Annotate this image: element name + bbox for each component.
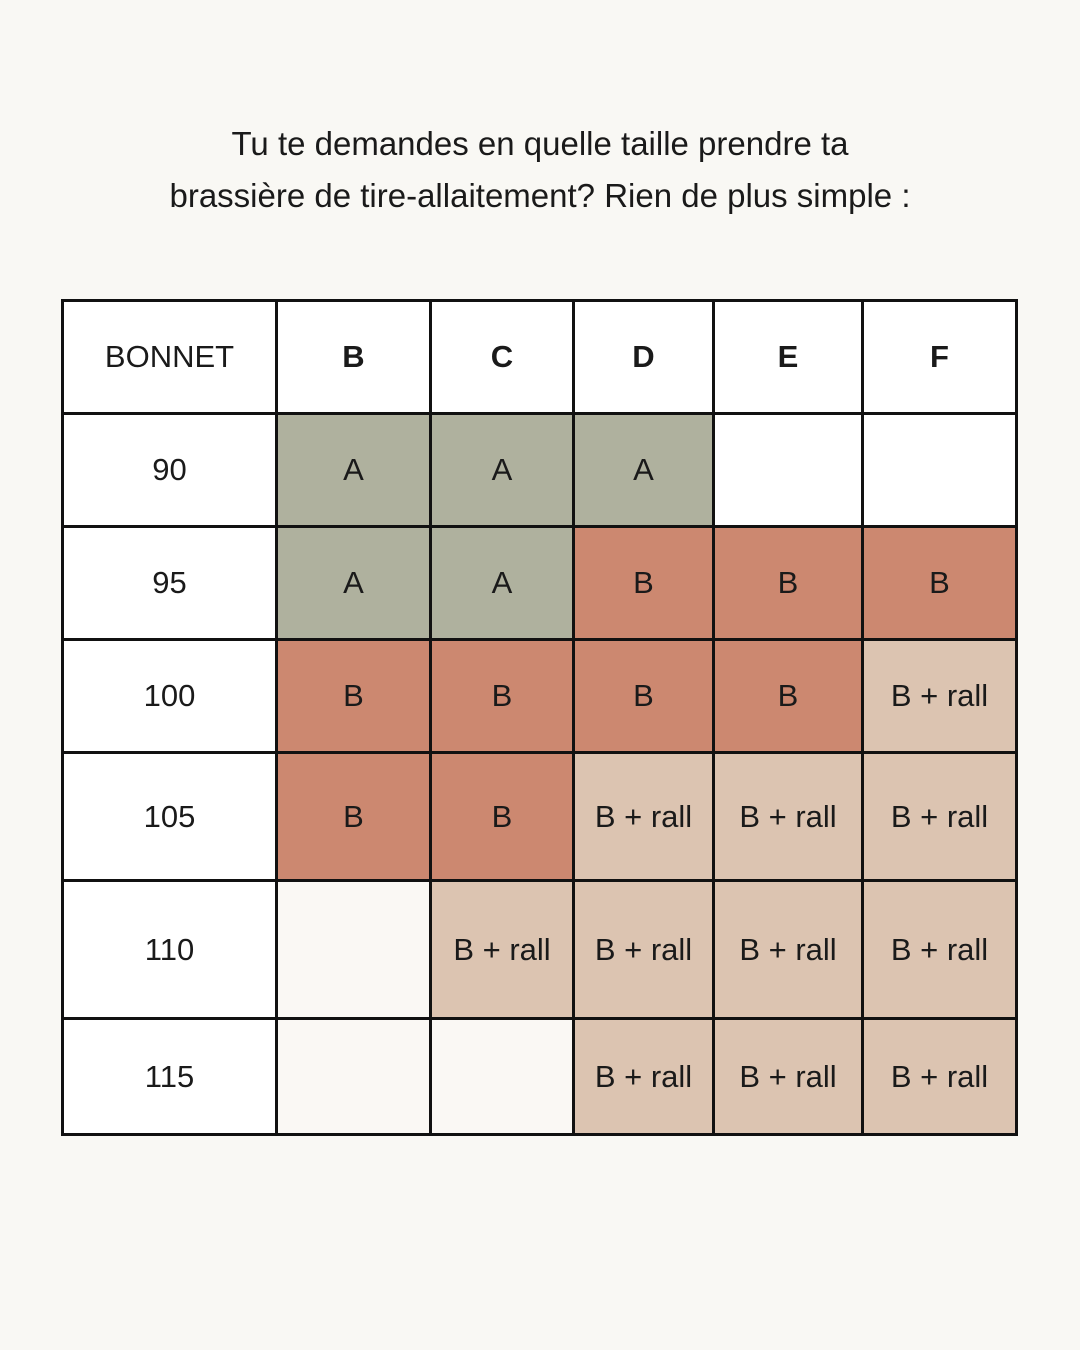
size-cell: A xyxy=(431,414,574,527)
size-cell: B + rall xyxy=(431,881,574,1019)
table-row xyxy=(63,527,1017,640)
size-cell: A xyxy=(574,414,714,527)
size-cell xyxy=(431,1019,574,1135)
size-cell: B + rall xyxy=(714,881,863,1019)
intro-text xyxy=(0,118,1080,222)
size-cell: B + rall xyxy=(714,753,863,881)
size-cell: B xyxy=(431,753,574,881)
size-cell: B + rall xyxy=(863,753,1017,881)
size-cell: A xyxy=(277,414,431,527)
cup-header-d: D xyxy=(574,301,714,414)
size-cell xyxy=(714,414,863,527)
size-cell xyxy=(277,881,431,1019)
row-size-label: 90 xyxy=(63,414,277,527)
size-cell xyxy=(863,414,1017,527)
row-size-label: 115 xyxy=(63,1019,277,1135)
size-cell: B + rall xyxy=(574,1019,714,1135)
table-row xyxy=(63,640,1017,753)
size-cell xyxy=(277,1019,431,1135)
table-row xyxy=(63,414,1017,527)
cup-header-c: C xyxy=(431,301,574,414)
size-table xyxy=(61,299,1018,1136)
row-size-label: 95 xyxy=(63,527,277,640)
table-row xyxy=(63,1019,1017,1135)
size-cell: B xyxy=(574,527,714,640)
size-cell: B xyxy=(574,640,714,753)
table-row xyxy=(63,881,1017,1019)
intro-line-2: brassière de tire-allaitement? Rien de plus simple : xyxy=(169,177,911,214)
size-cell: B xyxy=(277,640,431,753)
row-size-label: 105 xyxy=(63,753,277,881)
size-cell: A xyxy=(431,527,574,640)
size-cell: B xyxy=(714,527,863,640)
size-cell: B + rall xyxy=(863,640,1017,753)
table-row xyxy=(63,753,1017,881)
cup-header-f: F xyxy=(863,301,1017,414)
size-cell: B xyxy=(431,640,574,753)
size-cell: B + rall xyxy=(574,753,714,881)
size-cell: B + rall xyxy=(714,1019,863,1135)
size-cell: B + rall xyxy=(863,881,1017,1019)
row-size-label: 100 xyxy=(63,640,277,753)
header-row xyxy=(63,301,1017,414)
cup-header-e: E xyxy=(714,301,863,414)
row-size-label: 110 xyxy=(63,881,277,1019)
size-cell: B xyxy=(277,753,431,881)
intro-line-1: Tu te demandes en quelle taille prendre ta xyxy=(231,125,849,162)
size-cell: B + rall xyxy=(863,1019,1017,1135)
cup-header-b: B xyxy=(277,301,431,414)
size-cell: A xyxy=(277,527,431,640)
size-cell: B + rall xyxy=(574,881,714,1019)
bonnet-header: BONNET xyxy=(63,301,277,414)
size-cell: B xyxy=(863,527,1017,640)
size-cell: B xyxy=(714,640,863,753)
